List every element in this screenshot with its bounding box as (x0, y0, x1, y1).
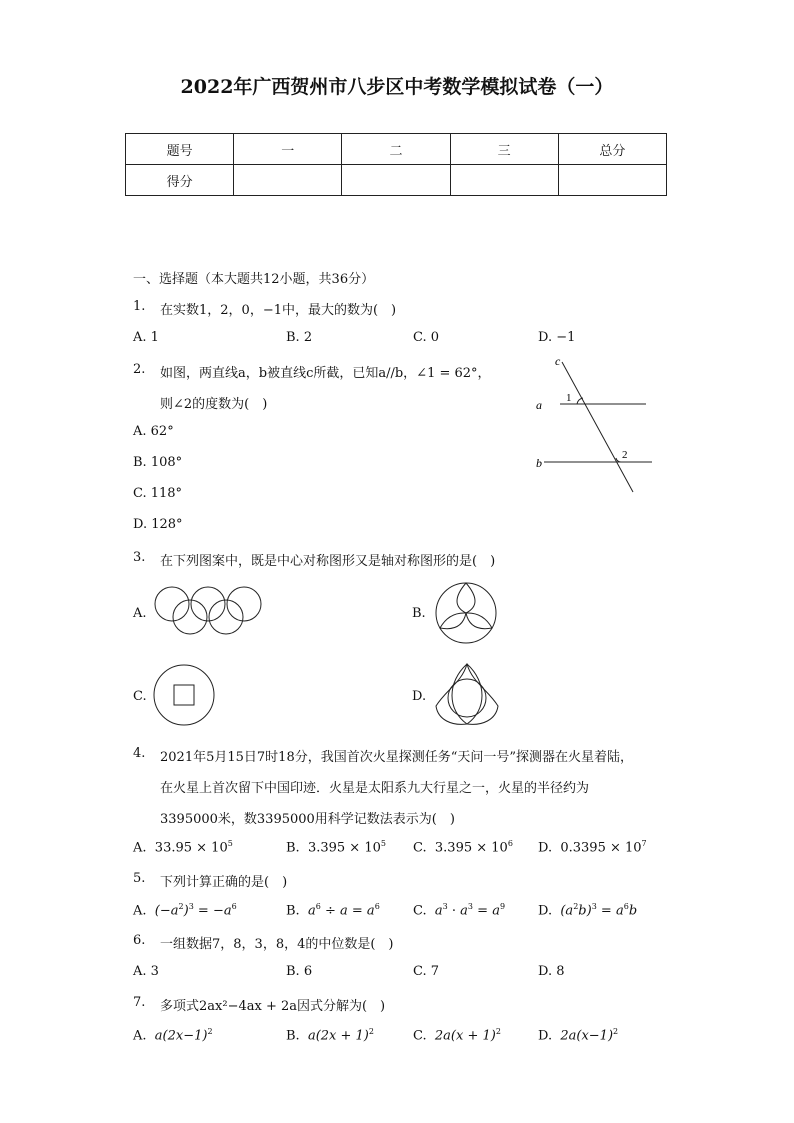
ring (191, 587, 225, 621)
option-d: D. 8 (538, 964, 565, 979)
option-a: A. 62° (133, 424, 174, 439)
question-text: 多项式2ax²−4ax + 2a因式分解为( ) (160, 999, 386, 1014)
question-number: 3. (133, 550, 146, 565)
option-a-label: A. (133, 606, 147, 621)
question-text: 一组数据7，8，3，8，4的中位数是( ) (160, 937, 394, 952)
ring (173, 600, 207, 634)
option-d: D. $(a^2b)^3 = a^6b$ (538, 902, 638, 919)
option-value: 3.395 × 10 (434, 840, 508, 856)
option-c: C. 118° (133, 486, 183, 501)
header-cell: 三 (450, 134, 558, 165)
option-value: 33.95 × 10 (154, 840, 228, 856)
option-d-label: D. (412, 689, 427, 704)
question-text: 下列计算正确的是( ) (160, 875, 288, 890)
header-cell: 总分 (558, 134, 666, 165)
option-letter: B. (286, 840, 300, 856)
score-cell[interactable] (234, 165, 342, 196)
option-value: 3.395 × 10 (307, 840, 381, 856)
option-d: D. 128° (133, 517, 183, 532)
petal (457, 583, 475, 613)
score-table-score-row (126, 165, 667, 196)
option-value: 0.3395 × 10 (560, 840, 642, 856)
square-hole (174, 685, 194, 705)
option-c: C. $2a(x + 1)^2$ (413, 1027, 501, 1044)
option-b: B. $a^6 \div a = a^6$ (286, 902, 380, 919)
line-c (562, 362, 633, 492)
question-text: 如图，两直线a，b被直线c所截，已知a//b，∠1 = 62°， (160, 366, 491, 381)
question-number: 5. (133, 871, 146, 886)
header-cell: 二 (342, 134, 450, 165)
option-a: A. 1 (133, 330, 159, 345)
question-text: 2021年5月15日7时18分，我国首次火星探测任务“天问一号”探测器在火星着陆， (160, 750, 634, 765)
score-table-header-row (126, 134, 667, 165)
exponent: 5 (227, 839, 233, 848)
option-a (133, 839, 233, 855)
question-number: 6. (133, 933, 146, 948)
olympic-rings-figure (152, 585, 264, 637)
score-table (125, 133, 667, 196)
score-cell[interactable] (342, 165, 450, 196)
score-cell[interactable] (450, 165, 558, 196)
option-c: C. 7 (413, 964, 440, 979)
ring (155, 587, 189, 621)
outer-circle (154, 665, 214, 725)
header-cell: 题号 (126, 134, 234, 165)
option-b (286, 839, 386, 855)
option-c: C. 0 (413, 330, 440, 345)
page-title: 2022年广西贺州市八步区中考数学模拟试卷（一） (180, 76, 614, 98)
option-c-label: C. (133, 689, 147, 704)
question-number: 7. (133, 995, 146, 1010)
option-d (538, 839, 647, 855)
option-c (413, 839, 513, 855)
option-b: B. 6 (286, 964, 313, 979)
option-letter: A. (133, 840, 147, 856)
label-angle1: 1 (566, 392, 572, 404)
row-label: 得分 (126, 165, 234, 196)
petal (466, 613, 492, 629)
question-text: 在下列图案中，既是中心对称图形又是轴对称图形的是( ) (160, 554, 496, 569)
section-heading: 一、选择题（本大题共12小题，共36分） (133, 272, 375, 287)
label-b: b (536, 456, 542, 470)
option-d: D. $2a(x-1)^2$ (538, 1027, 619, 1044)
option-b: B. 2 (286, 330, 313, 345)
ring (209, 600, 243, 634)
score-cell[interactable] (558, 165, 666, 196)
question-number: 1. (133, 299, 146, 314)
option-letter: C. (413, 840, 427, 856)
coin-figure (152, 662, 218, 728)
question-number: 2. (133, 362, 146, 377)
question-text: 3395000米，数3395000用科学记数法表示为( ) (160, 812, 455, 827)
tri-petal-circle-figure (432, 580, 500, 646)
exponent: 6 (507, 839, 513, 848)
question-text: 则∠2的度数为( ) (160, 397, 268, 412)
parallel-lines-figure (530, 352, 660, 497)
header-cell: 一 (234, 134, 342, 165)
label-c: c (555, 354, 561, 368)
question-number: 4. (133, 746, 146, 761)
option-a: A. $(-a^2)^3 = -a^6$ (133, 902, 237, 919)
option-b: B. $a(2x + 1)^2$ (286, 1027, 374, 1044)
option-letter: D. (538, 840, 553, 856)
option-a: A. $a(2x-1)^2$ (133, 1027, 213, 1044)
option-d: D. −1 (538, 330, 576, 345)
ring (227, 587, 261, 621)
question-text: 在火星上首次留下中国印迹．火星是太阳系九大行星之一，火星的半径约为 (160, 781, 590, 796)
petal (440, 613, 466, 629)
triquetra-circle-figure (432, 660, 504, 728)
exponent: 5 (380, 839, 386, 848)
question-text: 在实数1，2，0，−1中，最大的数为( ) (160, 303, 397, 318)
option-a: A. 3 (133, 964, 159, 979)
label-angle2: 2 (622, 449, 628, 461)
option-c: C. $a^3 \cdot a^3 = a^9$ (413, 902, 506, 919)
label-a: a (536, 398, 542, 412)
option-b: B. 108° (133, 455, 183, 470)
exponent: 7 (641, 839, 647, 848)
option-b-label: B. (412, 606, 426, 621)
